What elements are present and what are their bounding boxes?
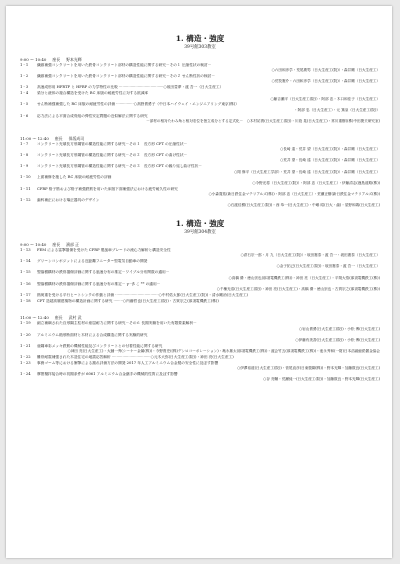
presentation-number: 1 - 3 (20, 85, 29, 90)
presentation-entry (20, 142, 380, 153)
presentation-authors: ○高橋 優・徳山崇也(那須電機鉄工(株))・神田 亮（日大生産工）・平岡大悟(那須電機鉄工(株)) (228, 275, 380, 280)
section-303 (20, 34, 380, 208)
presentation-entry (20, 102, 380, 113)
presentation-authors: ○六田和彦学・荒尾勘男（日大生産工(院)）・森井剛（日大生産工） (271, 68, 380, 73)
presentation-title: コンクリート充填長方形鋼管の構造性能に関する研究－その１ 長方形 CFT の圧縮性状－ (37, 141, 188, 146)
presentation-entry (20, 299, 380, 304)
presentation-entry (20, 248, 380, 259)
presentation-entry (20, 91, 380, 102)
presentation-authors: ○伊藤有美香(日大生産工(院))・小松 博(日大生産工) (295, 337, 380, 342)
presentation-entry (20, 63, 380, 74)
presentation-authors: ○伊澤裕道(日大生産工(院))・菅尾直彦(日東製鋼(株))・野本光輝・加藤数良(日大生産工) (237, 366, 380, 371)
presentation-number: 1 - 10 (20, 175, 31, 180)
presentation-number: 1 - 22 (20, 355, 31, 360)
presentation-entry (20, 187, 380, 198)
presentation-title: 上面補修を施した RC 床版の耐疲労性の評価 (37, 175, 112, 180)
program-page (6, 6, 392, 558)
presentation-number: 1 - 4 (20, 91, 29, 96)
presentation-title: 事務ゴーム等における衝撃による割れ評価方法の開発 2017 年人工アルミニウム合金製の安全性に及ぼす影響 (37, 360, 219, 365)
presentation-title: 応力法による平面合成骨組の弾性安定問題の近似解法に関する研究 (37, 113, 148, 118)
presentation-number: 1 - 5 (20, 102, 29, 107)
section-title: 1. 構造・強度 (175, 34, 225, 43)
presentation-title: 亜鋼車彩メッキ鉄筋の機械性能及びコンクリートとの付着性能に関する研究 (37, 343, 163, 348)
presentation-authors: ○金子拓己(日大生産工(院))・坂田憲泰・渡 吾一（日大生産工） (276, 264, 380, 269)
session-time: 11:00 ～ 12:40 (20, 315, 49, 321)
section-title: 1. 構造・強度 (175, 218, 225, 228)
presentation-title: 竪落樹構材の鉄骨損傷評価に関する風速分布の推定－ γ－β こ ** の適用－ (37, 281, 161, 286)
section-room: 39号館304教室 (184, 229, 216, 235)
presentation-title: せん断補強補強した RC 床版の耐疲労性の評価 ···············○高野貴勇子（中日本ハイウェイ・エンジニアリング東京(株)） (37, 102, 239, 107)
presentation-authors: ○石渡佳樹(日大生産工(院))・西 恭一(日大生産工)・中嶋 昭(日大・歯)・星野和義(日大生産工) (227, 203, 380, 208)
presentation-title: 難骨耐震補強された木造住宅の地震応答解析 ·································○元木大弥(日大生産工(院))・神田 亮(日大生産工) (37, 355, 234, 360)
presentation-entry (20, 333, 380, 344)
session-303-am (20, 57, 380, 124)
presentation-title: 摩擦攪拌接合時の初期条件が 6061 アルミニウム合金継手の機械的性質に及ぼす影響 (37, 372, 178, 377)
presentation-number: 1 - 13 (20, 247, 31, 252)
section-room: 39号館303教室 (184, 45, 216, 50)
presentation-number: 1 - 20 (20, 332, 31, 337)
presentation-title: グリーンコンポジットによる近距離フニーター型電気自動車の開発 (37, 259, 148, 264)
presentation-entry (20, 372, 380, 383)
session-time: 11:00 ～ 12:40 (20, 135, 49, 141)
presentation-title: FEM による雷撃損傷を受けた CFRP 製風車ブレードの流心力解析と構造安全性 (37, 247, 171, 252)
presentation-authors: ○長崎 遠・荒井 望（日大生産工(院)）・森井剛（日大生産工） (280, 147, 380, 152)
presentation-number: 1 - 15 (20, 270, 31, 275)
presentation-authors: ○荒牧憲介・六田和彦学（日大生産工(院)）・森井剛（日大生産工） (271, 79, 380, 84)
presentation-number: 1 - 19 (20, 321, 31, 326)
presentation-authors: ○千種光浩(日大生産工(院))・神田 亮(日大生産工)・高橋 優・徳山崇也・古賀宗之(那須電機鉄工(株)) (216, 286, 380, 291)
presentation-title: 繊維補強コンクリートを用いた鉄骨コンクリート部材の構造性能に関する研究－その１ 圧縮性状の検討－ (37, 63, 212, 67)
presentation-entry (20, 355, 380, 360)
presentation-number: 1 - 16 (20, 281, 31, 286)
presentation-number: 1 - 11 (20, 186, 31, 191)
presentation-entry (20, 321, 380, 332)
session-304-late (20, 315, 380, 382)
presentation-number: 1 - 9 (20, 164, 29, 169)
presentation-authors: ○神田 亮(日大生産工)・大鋪一秀(シーケー金属(株))・今野貴史((株)デンロコーポレーション)・亀永雄太(那須電機鉄工(株))・渡会竹五(那須電機鉄工(株))・池永秀和(一財)日本溶融亜鉛鍍金協会 (67, 349, 380, 354)
chair-label: 座長 (54, 315, 63, 321)
chair-name: 野本光輝 (66, 57, 82, 62)
presentation-authors: ○岡 修平（日大生産工学部）・荒井 望・長崎 遠（日大生産工(院)）・森井剛（日大生産工） (234, 169, 380, 174)
session-time: 9:00 ～ 10:40 (20, 57, 47, 62)
presentation-title: アルミニウム箱形断面材と木材による合成構造に関する実験的研究 (37, 332, 148, 337)
presentation-title: 竪落樹構材の鉄骨損傷評価に関する風速分布の推定－ワイブル分布関数の適用－ (37, 270, 170, 275)
session-time: 9:00 ～ 10:40 (20, 241, 47, 247)
presentation-title: 高速成形用 HFRTP と HFRP の力学特性の比較 ······································○坂田豊夢・渡 吾一（日大生産工） (37, 85, 224, 90)
presentation-number: 1 - 6 (20, 113, 29, 118)
presentation-entry (20, 270, 380, 281)
presentation-number: 1 - 23 (20, 360, 31, 365)
presentation-entry (20, 85, 380, 90)
presentation-title: 熱荷重を受ける平行ヒートシンクの作動と評価 ·····································○中村佑太郎(日大生産工(院))・清水剛治(日大生産工) (37, 292, 248, 297)
chair-name: 武村 武 (68, 315, 82, 321)
chair-label: 座長 (52, 57, 61, 62)
presentation-authors: ○今野光将（日大生産工(院)）・阿部 忠（日大生産工）・伊藤清志(鹿島道路(株)) (252, 180, 380, 185)
presentation-number: 1 - 17 (20, 292, 31, 297)
chair-name: 保坂成司 (68, 135, 85, 141)
presentation-number: 1 - 14 (20, 259, 31, 264)
presentation-entry (20, 153, 380, 164)
presentation-number: 1 - 18 (20, 298, 31, 303)
presentation-entry (20, 175, 380, 186)
presentation-entry (20, 361, 380, 372)
presentation-title: 繊維補強コンクリートを用いた鉄骨コンクリート部材の構造性能に関する研究－その２ せん断性状の検討－ (37, 74, 216, 79)
chair-label: 座長 (54, 135, 63, 141)
presentation-entry (20, 282, 380, 293)
presentation-title: コンクリート充填長方形鋼管の構造性能に関する研究－その２ 長方形 CFT の曲げ性状－ (37, 153, 188, 158)
section-304 (20, 219, 380, 383)
presentation-entry (20, 344, 380, 355)
presentation-authors: ○倉石宗一郎・月 九（日大生産工(院)）・坂田憲泰・渡 吾一・坂田憲泰（日大生産工） (240, 253, 380, 258)
presentation-entry (20, 114, 380, 125)
presentation-title: 梁分と液体の複合構造を受けた RC 床版の耐疲労性に対する抵減率 (37, 91, 149, 96)
presentation-authors: ○谷 亮輔・荒瀬純一(日大生産工(院))・加藤数良・野本光輝(日大生産工) (263, 377, 380, 382)
presentation-entry (20, 198, 380, 209)
presentation-number: 1 - 7 (20, 141, 29, 146)
presentation-number: 1 - 8 (20, 153, 29, 158)
presentation-entry (20, 74, 380, 85)
presentation-title: CFRP 格子筋および格子補強鉄筋を用いた床版下面補強法における疲労耐久性の研究 (37, 186, 178, 191)
presentation-entry (20, 164, 380, 175)
chair-label: 座長 (52, 241, 61, 247)
presentation-authors: ○岩山貴勇(日大生産工(院))・小松 博(日大生産工) (299, 326, 380, 331)
presentation-entry (20, 293, 380, 298)
presentation-number: 1 - 2 (20, 74, 29, 79)
presentation-number: 1 - 1 (20, 63, 29, 67)
presentation-number: 1 - 21 (20, 343, 31, 348)
presentation-authors: ○荒井 望・長崎 遠（日大生産工(院)）・森井剛（日大生産工） (280, 158, 380, 163)
presentation-authors: －部材の相対たわみ角と相対変位を独立成分とする定式化－ ○木村祐貴(日大生産工(院))・川島 晃(日大生産工)・常川重樹((株)中田捷夫研究室) (146, 118, 380, 123)
presentation-authors: ・阿部 忠（日大生産工）・元 篤皇（日大生産工(院)） (294, 107, 380, 112)
session-303-late (20, 136, 380, 209)
chair-name: 濱部 正 (66, 241, 80, 247)
presentation-title: 細立補綱された自形鋼主柱材の座屈耐力に関する研究－その６ 長期実験を用いた有限要素解析－ (37, 321, 197, 326)
presentation-title: 歯科補正における矯正器具のデザイン (37, 197, 100, 202)
presentation-number: 1 - 24 (20, 372, 31, 377)
program-content (20, 34, 380, 383)
session-304-am (20, 242, 380, 304)
presentation-authors: ○藤吉瀬平（日大生産工(院)）・阿部 忠・木口和佳子（日大生産工） (270, 96, 380, 101)
presentation-title: コンクリート充填長方形鋼管の構造性能に関する研究－その３ 長方形 CFT の繰り返し曲げ性状－ (37, 164, 202, 169)
presentation-entry (20, 259, 380, 270)
presentation-authors: ○小森寛佑(新日鉄住金マテリアルズ(株))・阿部 忠（日大生産工）・荒瀬正樹(新日鉄住金マテリアルズ(株)) (208, 191, 380, 196)
presentation-title: CFT 造超高層建築物の構造計画に関する研究 ········○内藤哲也(日大生産工(院))・古賀宗之(那須電機鉄工(株)) (37, 298, 219, 303)
presentation-number: 1 - 12 (20, 197, 31, 202)
